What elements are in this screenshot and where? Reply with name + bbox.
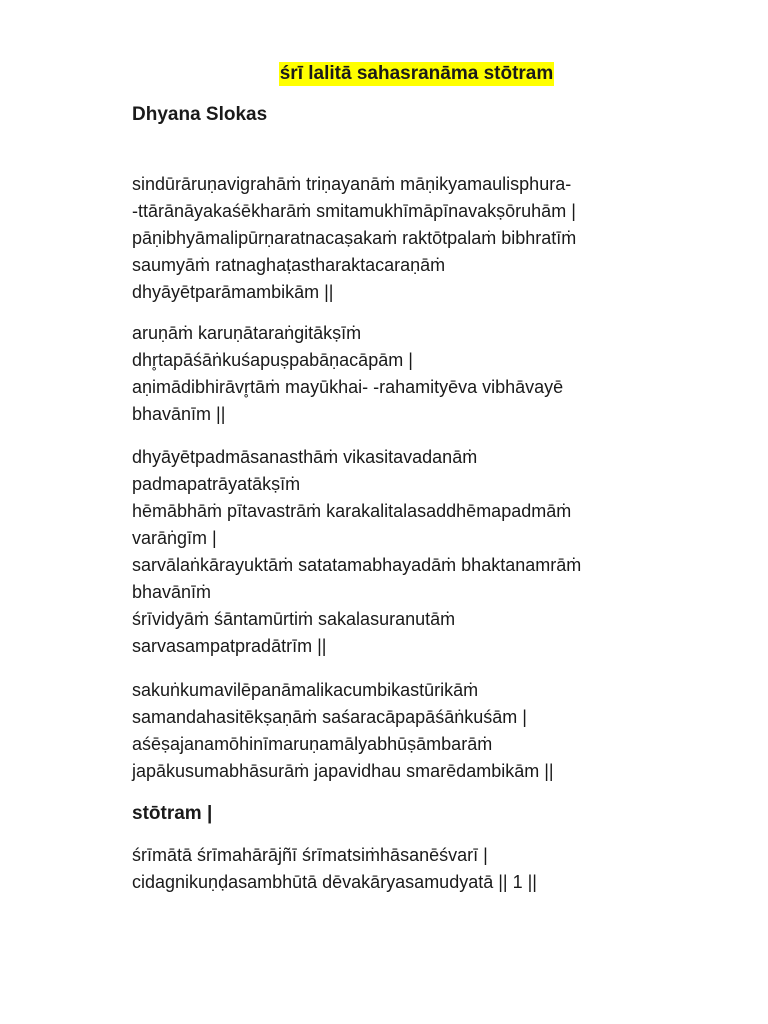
verse-line: sakuṅkumavilēpanāmalikacumbikastūrikāṁ <box>132 680 479 700</box>
verse-line: japākusumabhāsurāṁ japavidhau smarēdambikām || <box>132 761 554 781</box>
verse-line: dhyāyētparāmambikām || <box>132 282 334 302</box>
verse-line: dhyāyētpadmāsanasthāṁ vikasitavadanāṁ <box>132 447 478 467</box>
verse-line: samandahasitēkṣaṇāṁ saśaracāpapāśāṅkuśām | <box>132 707 527 727</box>
verse-line: cidagnikuṇḍasambhūtā dēvakāryasamudyatā || 1 || <box>132 872 537 892</box>
verse-line: aruṇāṁ karuṇātaraṅgitākṣīṁ <box>132 323 362 343</box>
stotram-heading: stōtram | <box>132 803 213 824</box>
verse-line: dhr̥tapāśāṅkuśapuṣpabāṇacāpām | <box>132 350 413 370</box>
verse-line: aṇimādibhirāvr̥tāṁ mayūkhai- -rahamityēva vibhāvayē <box>132 377 564 397</box>
dhyana-stanza-4 <box>132 677 692 785</box>
dhyana-stanza-1 <box>132 171 692 306</box>
verse-line: bhavānīm || <box>132 404 226 424</box>
verse-line: varāṅgīm | <box>132 528 217 548</box>
verse-line: bhavānīṁ <box>132 582 212 602</box>
verse-line: pāṇibhyāmalipūrṇaratnacaṣakaṁ raktōtpalaṁ bibhratīṁ <box>132 228 577 248</box>
verse-line: śrīmātā śrīmahārājñī śrīmatsiṁhāsanēśvarī | <box>132 845 488 865</box>
verse-line: sarvālaṅkārayuktāṁ satatamabhayadāṁ bhaktanamrāṁ <box>132 555 582 575</box>
stotram-verse-1 <box>132 842 692 896</box>
verse-line: saumyāṁ ratnaghaṭastharaktacaraṇāṁ <box>132 255 446 275</box>
verse-line: hēmābhāṁ pītavastrāṁ karakalitalasaddhēmapadmāṁ <box>132 501 572 521</box>
dhyana-stanza-3 <box>132 444 692 660</box>
verse-line: padmapatrāyatākṣīṁ <box>132 474 301 494</box>
title-container <box>0 62 768 86</box>
dhyana-slokas-heading: Dhyana Slokas <box>132 104 268 125</box>
verse-line: sarvasampatpradātrīm || <box>132 636 327 656</box>
verse-line: -ttārānāyakaśēkharāṁ smitamukhīmāpīnavakṣōruhām | <box>132 201 576 221</box>
verse-line: śrīvidyāṁ śāntamūrtiṁ sakalasuranutāṁ <box>132 609 456 629</box>
verse-line: sindūrāruṇavigrahāṁ triṇayanāṁ māṇikyamaulisphura- <box>132 174 572 194</box>
dhyana-stanza-2 <box>132 320 692 428</box>
verse-line: aśēṣajanamōhinīmaruṇamālyabhūṣāmbarāṁ <box>132 734 493 754</box>
document-title: śrī lalitā sahasranāma stōtram <box>279 63 554 84</box>
